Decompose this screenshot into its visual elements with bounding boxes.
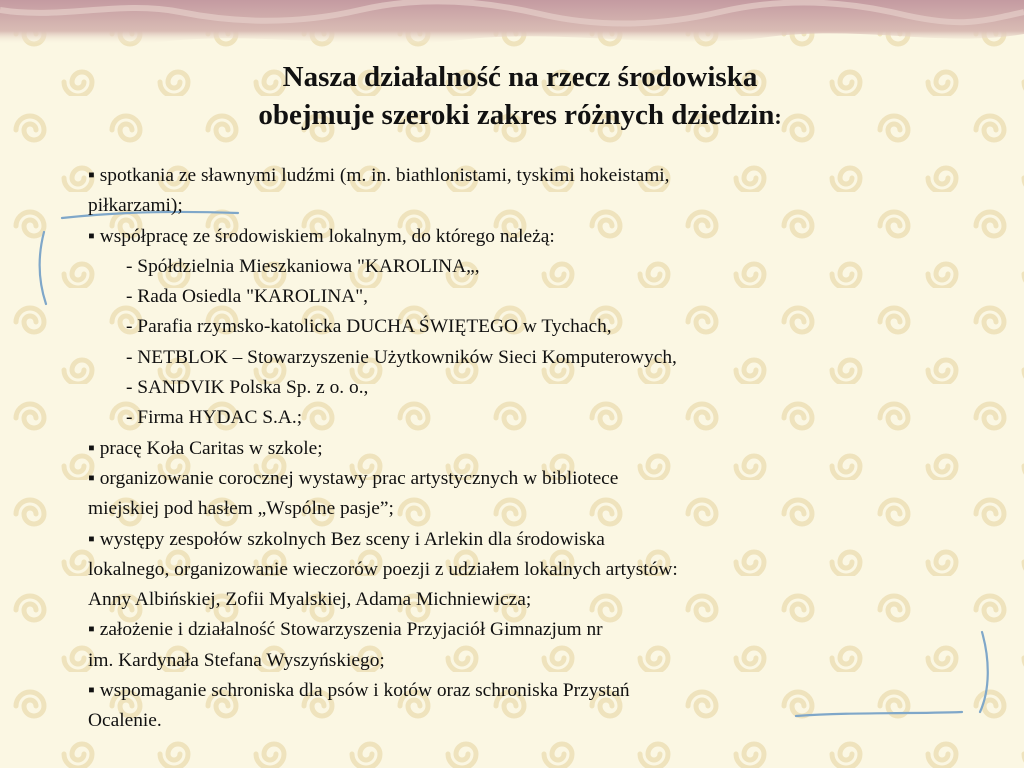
list-line: miejskiej pod hasłem „Wspólne pasje”; <box>88 498 394 520</box>
sub-list-item: - Firma HYDAC S.A.; <box>126 407 303 429</box>
list-line: ▪ organizowanie corocznej wystawy prac artystycznych w bibliotece <box>88 467 619 489</box>
sub-list-item: - NETBLOK – Stowarzyszenie Użytkowników Sieci Komputerowych, <box>126 346 677 368</box>
list-line: im. Kardynała Stefana Wyszyńskiego; <box>88 649 385 671</box>
sub-list-item: - SANDVIK Polska Sp. z o. o., <box>126 377 369 399</box>
sub-list-item: - Rada Osiedla "KAROLINA", <box>126 286 369 308</box>
list-line: ▪ założenie i działalność Stowarzyszenia Przyjaciół Gimnazjum nr <box>88 619 603 641</box>
sub-list-item: - Spółdzielnia Mieszkaniowa "KAROLINA„, <box>126 255 480 277</box>
list-line: piłkarzami); <box>88 195 183 217</box>
title-line-2 <box>100 96 940 136</box>
title-colon: : <box>774 104 782 129</box>
slide-title <box>100 58 940 136</box>
list-line: ▪ współpracę ze środowiskiem lokalnym, do którego należą: <box>88 225 555 247</box>
list-line: ▪ wspomaganie schroniska dla psów i kotów oraz schroniska Przystań <box>88 680 630 702</box>
title-line-2-text: obejmuje szeroki zakres różnych dziedzin <box>258 99 775 131</box>
list-line: ▪ występy zespołów szkolnych Bez sceny i Arlekin dla środowiska <box>88 528 605 550</box>
list-line: ▪ pracę Koła Caritas w szkole; <box>88 437 323 459</box>
list-line: ▪ spotkania ze sławnymi ludźmi (m. in. biathlonistami, tyskimi hokeistami, <box>88 165 670 186</box>
list-line: lokalnego, organizowanie wieczorów poezji z udziałem lokalnych artystów: <box>88 558 678 580</box>
title-line-1: Nasza działalność na rzecz środowiska <box>282 61 758 93</box>
sub-list-item: - Parafia rzymsko-katolicka DUCHA ŚWIĘTEGO w Tychach, <box>126 316 612 338</box>
list-line: Ocalenie. <box>88 710 162 732</box>
list-line: Anny Albińskiej, Zofii Myalskiej, Adama Michniewicza; <box>88 589 532 611</box>
content-list <box>88 161 948 737</box>
